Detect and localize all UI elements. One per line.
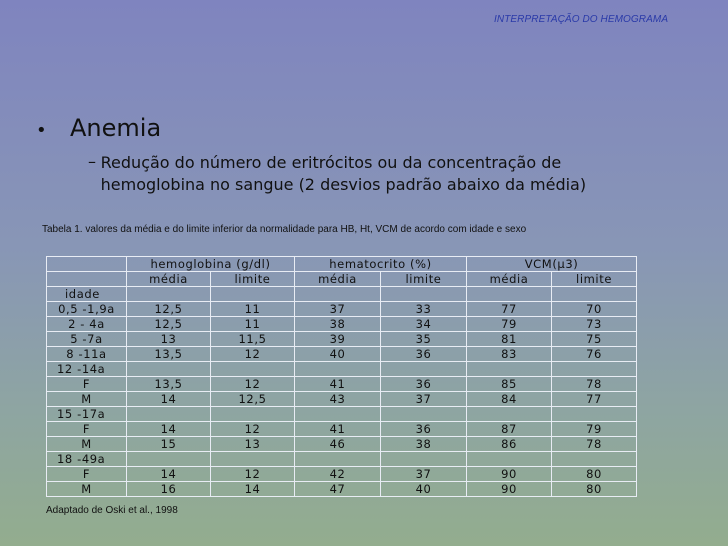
table-cell: 15 — [127, 437, 211, 452]
table-cell — [127, 362, 211, 377]
subheader-cell: limite — [381, 272, 467, 287]
sub-bullet-text: Redução do número de eritrócitos ou da concentração de hemoglobina no sangue (2 desvios padrão abaixo da média) — [100, 153, 587, 194]
table-cell: 41 — [295, 377, 381, 392]
table-cell: 36 — [381, 422, 467, 437]
table-cell — [552, 362, 637, 377]
age-cell: M — [47, 392, 127, 407]
table-cell — [127, 407, 211, 422]
table-cell: 13,5 — [127, 377, 211, 392]
table-cell — [295, 452, 381, 467]
table-cell: 13 — [127, 332, 211, 347]
age-header-cell: idade — [47, 287, 127, 302]
table-cell: 90 — [467, 482, 552, 497]
table-cell: 35 — [381, 332, 467, 347]
table-cell: 12 — [211, 422, 295, 437]
table-row — [47, 437, 637, 452]
table-cell: 41 — [295, 422, 381, 437]
table-row — [47, 362, 637, 377]
table-row — [47, 482, 637, 497]
table-cell — [467, 287, 552, 302]
table-cell: 13 — [211, 437, 295, 452]
bullet-item — [36, 114, 161, 142]
table-cell — [211, 452, 295, 467]
table-cell: 77 — [552, 392, 637, 407]
table-cell: 14 — [127, 392, 211, 407]
table-cell: 12 — [211, 467, 295, 482]
table-cell: 86 — [467, 437, 552, 452]
table-cell: 43 — [295, 392, 381, 407]
table-cell: 14 — [127, 422, 211, 437]
bullet-icon: • — [36, 120, 47, 141]
table-cell — [295, 407, 381, 422]
table-cell: 36 — [381, 347, 467, 362]
table-cell: 40 — [295, 347, 381, 362]
table-cell — [211, 407, 295, 422]
table-cell: 75 — [552, 332, 637, 347]
table-cell — [127, 452, 211, 467]
age-cell: F — [47, 377, 127, 392]
table-cell: 47 — [295, 482, 381, 497]
age-cell: 5 -7a — [47, 332, 127, 347]
table-cell — [381, 452, 467, 467]
table-cell: 14 — [127, 467, 211, 482]
table-cell: 85 — [467, 377, 552, 392]
age-cell: 12 -14a — [47, 362, 127, 377]
age-cell: M — [47, 437, 127, 452]
age-cell: 18 -49a — [47, 452, 127, 467]
sub-bullet-item — [88, 152, 648, 196]
table-cell: 76 — [552, 347, 637, 362]
age-cell: 2 - 4a — [47, 317, 127, 332]
table-cell: 11,5 — [211, 332, 295, 347]
table-cell: 84 — [467, 392, 552, 407]
age-cell: F — [47, 422, 127, 437]
table-cell: 39 — [295, 332, 381, 347]
group-header-hemoglobin: hemoglobina (g/dl) — [127, 257, 295, 272]
table-cell — [467, 452, 552, 467]
table-cell: 79 — [552, 422, 637, 437]
table-cell: 38 — [295, 317, 381, 332]
table-cell: 37 — [381, 467, 467, 482]
table-row — [47, 332, 637, 347]
table-cell: 16 — [127, 482, 211, 497]
table-cell: 33 — [381, 302, 467, 317]
table-cell: 12 — [211, 377, 295, 392]
subheader-cell: limite — [552, 272, 637, 287]
table-row — [47, 407, 637, 422]
table-cell — [467, 407, 552, 422]
table-cell — [381, 287, 467, 302]
table-cell: 87 — [467, 422, 552, 437]
table-cell — [467, 362, 552, 377]
table-row — [47, 467, 637, 482]
table-cell: 83 — [467, 347, 552, 362]
table-cell: 42 — [295, 467, 381, 482]
table-row — [47, 422, 637, 437]
table-row — [47, 302, 637, 317]
table-cell: 46 — [295, 437, 381, 452]
table-row — [47, 377, 637, 392]
group-header-hematocrit: hematocrito (%) — [295, 257, 467, 272]
table-cell — [127, 287, 211, 302]
source-note: Adaptado de Oski et al., 1998 — [46, 505, 178, 516]
table-cell: 80 — [552, 467, 637, 482]
table-cell — [211, 362, 295, 377]
table-cell: 12,5 — [127, 317, 211, 332]
subheader-cell: média — [295, 272, 381, 287]
table-caption: Tabela 1. valores da média e do limite inferior da normalidade para HB, Ht, VCM de acordo com idade e sexo — [42, 224, 527, 235]
table-cell: 37 — [295, 302, 381, 317]
table-row — [47, 392, 637, 407]
age-cell: F — [47, 467, 127, 482]
table-cell: 40 — [381, 482, 467, 497]
table-cell: 90 — [467, 467, 552, 482]
table-cell — [295, 362, 381, 377]
subheader-cell: média — [127, 272, 211, 287]
age-cell: M — [47, 482, 127, 497]
dash-icon: – — [88, 152, 96, 171]
table-cell — [552, 407, 637, 422]
table-cell — [381, 362, 467, 377]
table-cell: 78 — [552, 437, 637, 452]
table-cell: 13,5 — [127, 347, 211, 362]
table-cell: 78 — [552, 377, 637, 392]
table-row — [47, 452, 637, 467]
table-cell — [381, 407, 467, 422]
table-cell: 11 — [211, 302, 295, 317]
table-header-cell — [47, 257, 127, 272]
table-cell: 79 — [467, 317, 552, 332]
table-cell: 38 — [381, 437, 467, 452]
table-cell: 73 — [552, 317, 637, 332]
table-cell: 80 — [552, 482, 637, 497]
table-cell: 70 — [552, 302, 637, 317]
table-cell: 81 — [467, 332, 552, 347]
table-cell — [295, 287, 381, 302]
table-subheader-row — [47, 272, 637, 287]
age-cell: 15 -17a — [47, 407, 127, 422]
table-cell — [552, 452, 637, 467]
table-cell: 11 — [211, 317, 295, 332]
table-cell: 77 — [467, 302, 552, 317]
table-group-header-row — [47, 257, 637, 272]
age-cell: 8 -11a — [47, 347, 127, 362]
hemogram-table — [46, 256, 637, 497]
subheader-cell: média — [467, 272, 552, 287]
table-cell: 12 — [211, 347, 295, 362]
slide-header-title: INTERPRETAÇÃO DO HEMOGRAMA — [494, 14, 669, 25]
subheader-cell: limite — [211, 272, 295, 287]
table-cell — [211, 287, 295, 302]
table-row — [47, 347, 637, 362]
table-cell — [552, 287, 637, 302]
table-cell: 37 — [381, 392, 467, 407]
bullet-text: Anemia — [70, 114, 162, 142]
group-header-vcm: VCM(μ3) — [467, 257, 637, 272]
table-row — [47, 317, 637, 332]
table-cell: 14 — [211, 482, 295, 497]
table-cell: 12,5 — [127, 302, 211, 317]
table-age-header-row — [47, 287, 637, 302]
table-header-cell — [47, 272, 127, 287]
table-cell: 12,5 — [211, 392, 295, 407]
table-cell: 36 — [381, 377, 467, 392]
table-cell: 34 — [381, 317, 467, 332]
age-cell: 0,5 -1,9a — [47, 302, 127, 317]
